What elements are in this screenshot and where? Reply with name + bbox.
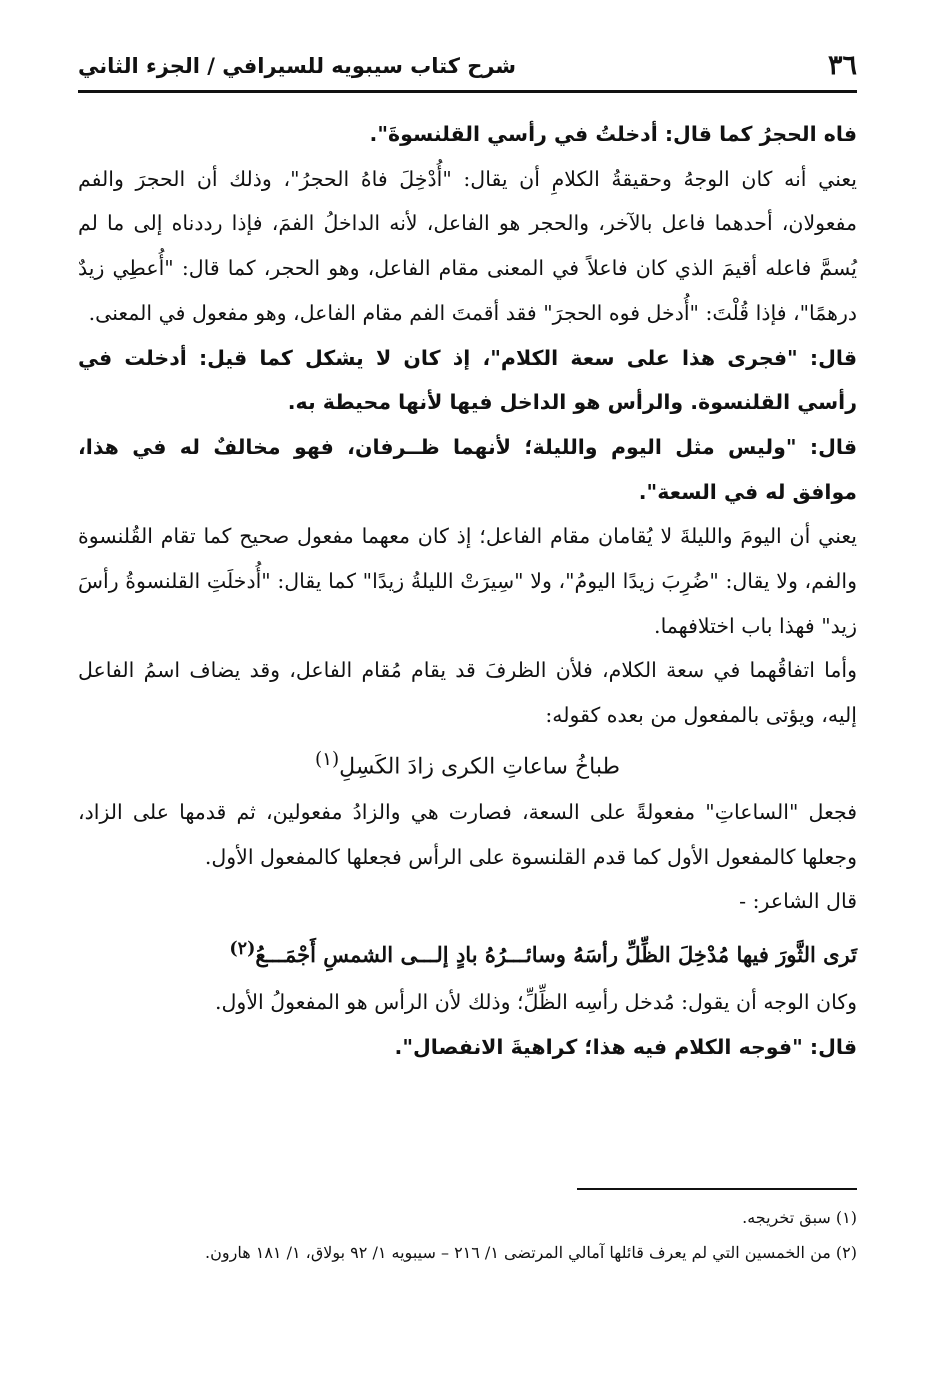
page-header — [78, 40, 857, 93]
paragraph-1: فاه الحجرُ كما قال: أدخلتُ في رأسي القلنسوةَ". — [369, 122, 857, 146]
running-title: شرح كتاب سيبويه للسيرافي / الجزء الثاني — [78, 54, 517, 78]
paragraph-7: فجعل "الساعاتِ" مفعولةً على السعة، فصارت هي والزادُ مفعولين، ثم قدمها على الزاد، وجعلها كالمفعول الأول كما قدم القلنسوة على الرأس فجعلها كالمفعول الأول. — [78, 799, 857, 869]
footnote-ref-1: (١) — [315, 748, 340, 770]
page-number: ٣٦ — [827, 50, 857, 81]
verse-1 — [78, 738, 857, 790]
footnote-2: (٢) من الخمسين التي لم يعرف قائلها آمالي المرتضى ١/ ٢١٦ – سيبويه ١/ ٩٢ بولاق، ١/ ١٨١ هارون. — [205, 1243, 857, 1262]
footnotes — [78, 1200, 857, 1270]
footnote-divider — [577, 1188, 857, 1190]
paragraph-8: قال الشاعر: - — [739, 889, 857, 914]
paragraph-3: قال: "فجرى هذا على سعة الكلام"، إذ كان لا يشكل كما قيل: أدخلت في رأسي القلنسوة. والرأس هو الداخل فيها لأنها محيطة به. — [78, 345, 857, 415]
paragraph-6: وأما اتفاقُهما في سعة الكلام، فلأن الظرفَ قد يقام مُقام الفاعل، وقد يضاف اسمُ الفاعل إليه، ويؤتى بالمفعول من بعده كقوله: — [78, 658, 857, 728]
body-text — [78, 112, 857, 1069]
paragraph-9: وكان الوجه أن يقول: مُدخل رأسِه الظِّلِّ؛ وذلك لأن الرأس هو المفعولُ الأول. — [215, 989, 857, 1014]
verse-1-text: طباخُ ساعاتِ الكرى زادَ الكَسِلِ — [339, 754, 620, 780]
verse-2-text: تَرى الثَّورَ فيها مُدْخِلَ الظِّلِّ رأسَهُ وسائـــرُهُ بادٍ إلـــى الشمسِ أَجْمَـــعُ — [255, 941, 857, 967]
paragraph-5: يعني أن اليومَ والليلةَ لا يُقامان مقام الفاعل؛ إذ كان معهما مفعول صحيح كما تقام القُلنسوة والفم، ولا يقال: "ضُرِبَ زيدًا اليومُ"، ولا "سِيرَتْ الليلةُ زيدًا" كما يقال: "أُدخلَتِ القلنسوةُ رأسَ زيد" فهذا باب اختلافهما. — [78, 524, 857, 638]
paragraph-4: قال: "وليس مثل اليوم والليلة؛ لأنهما ظــرفان، فهو مخالفٌ له في هذا، موافق له في السعة". — [78, 434, 857, 504]
paragraph-2: يعني أنه كان الوجهُ وحقيقةُ الكلامِ أن يقال: "أُدْخِلَ فاهُ الحجرُ"، وذلك أن الحجرَ والفم مفعولان، أحدهما فاعل بالآخر، والحجر هو الفاعل، لأنه الداخلُ الفمَ، فإذا رددناه إلى ما لم يُسمَّ فاعله أقيمَ الذي كان فاعلاً في المعنى مقام الفاعل، وهو الحجر، كما قال: "أُعطِي زيدٌ درهمًا"، فإذا قُلْتَ: "أُدخل فوه الحجرَ" فقد أقمتَ الفم مقام الفاعل، وهو مفعول في المعنى. — [78, 166, 857, 325]
verse-2 — [78, 924, 857, 980]
footnote-ref-2: (٢) — [229, 938, 256, 959]
paragraph-10: قال: "فوجه الكلام فيه هذا؛ كراهيةَ الانفصال". — [394, 1034, 857, 1059]
footnote-1: (١) سبق تخريجه. — [742, 1208, 857, 1227]
